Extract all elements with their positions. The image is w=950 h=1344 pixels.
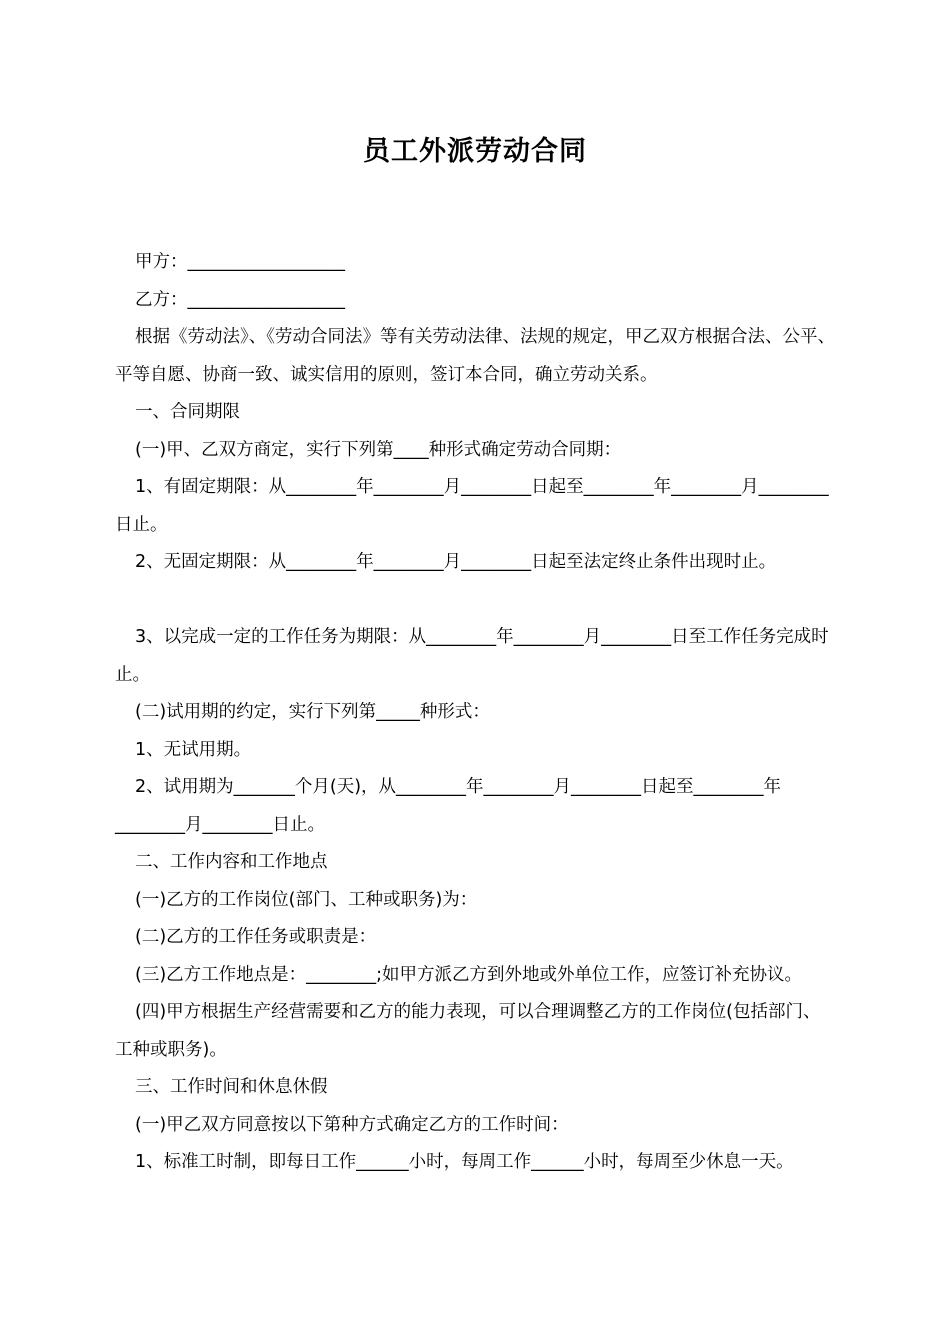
clause-term-type: (一)甲、乙双方商定，实行下列第____种形式确定劳动合同期： [135, 439, 622, 460]
clause-work-time-method: (一)甲乙双方同意按以下第种方式确定乙方的工作时间： [135, 1114, 569, 1135]
clause-task-based-term: 3、以完成一定的工作任务为期限：从________年________月________日至工作任务完成时止。 [115, 627, 829, 685]
preamble-paragraph: 根据《劳动法》、《劳动合同法》等有关劳动法律、法规的规定，甲乙双方根据合法、公平、平等自愿、协商一致、诚实信用的原则，签订本合同，确立劳动关系。 [115, 327, 835, 385]
clause-work-location: (三)乙方工作地点是：________;如甲方派乙方到外地或外单位工作，应签订补充协议。 [135, 964, 803, 985]
party-b-line: 乙方：__________________ [135, 289, 345, 310]
section-heading-term: 一、合同期限 [135, 402, 240, 422]
clause-no-probation: 1、无试用期。 [135, 739, 252, 760]
clause-standard-hours: 1、标准工时制，即每日工作______小时，每周工作______小时，每周至少休息一天。 [135, 1152, 794, 1172]
clause-fixed-term: 1、有固定期限：从________年________月________日起至________年________月________日止。 [115, 477, 829, 535]
section-heading-work-hours: 三、工作时间和休息休假 [135, 1077, 328, 1097]
spacer [115, 582, 837, 620]
party-a-line: 甲方：__________________ [135, 252, 345, 272]
document-body [115, 244, 837, 1182]
clause-position-adjustment: (四)甲方根据生产经营需要和乙方的能力表现，可以合理调整乙方的工作岗位(包括部门、工种或职务)。 [115, 1002, 821, 1060]
clause-job-duties: (二)乙方的工作任务或职责是： [135, 927, 377, 947]
clause-probation-period: 2、试用期为_______个月(天)，从________年________月________日起至________年________月________日止。 [115, 777, 782, 835]
document-title: 员工外派劳动合同 [363, 136, 587, 167]
clause-probation-type: (二)试用期的约定，实行下列第_____种形式： [135, 702, 490, 722]
clause-open-ended-term: 2、无固定期限：从________年________月________日起至法定终止条件出现时止。 [135, 552, 777, 572]
section-heading-work-content: 二、工作内容和工作地点 [135, 852, 328, 872]
clause-job-position: (一)乙方的工作岗位(部门、工种或职务)为： [135, 889, 478, 910]
